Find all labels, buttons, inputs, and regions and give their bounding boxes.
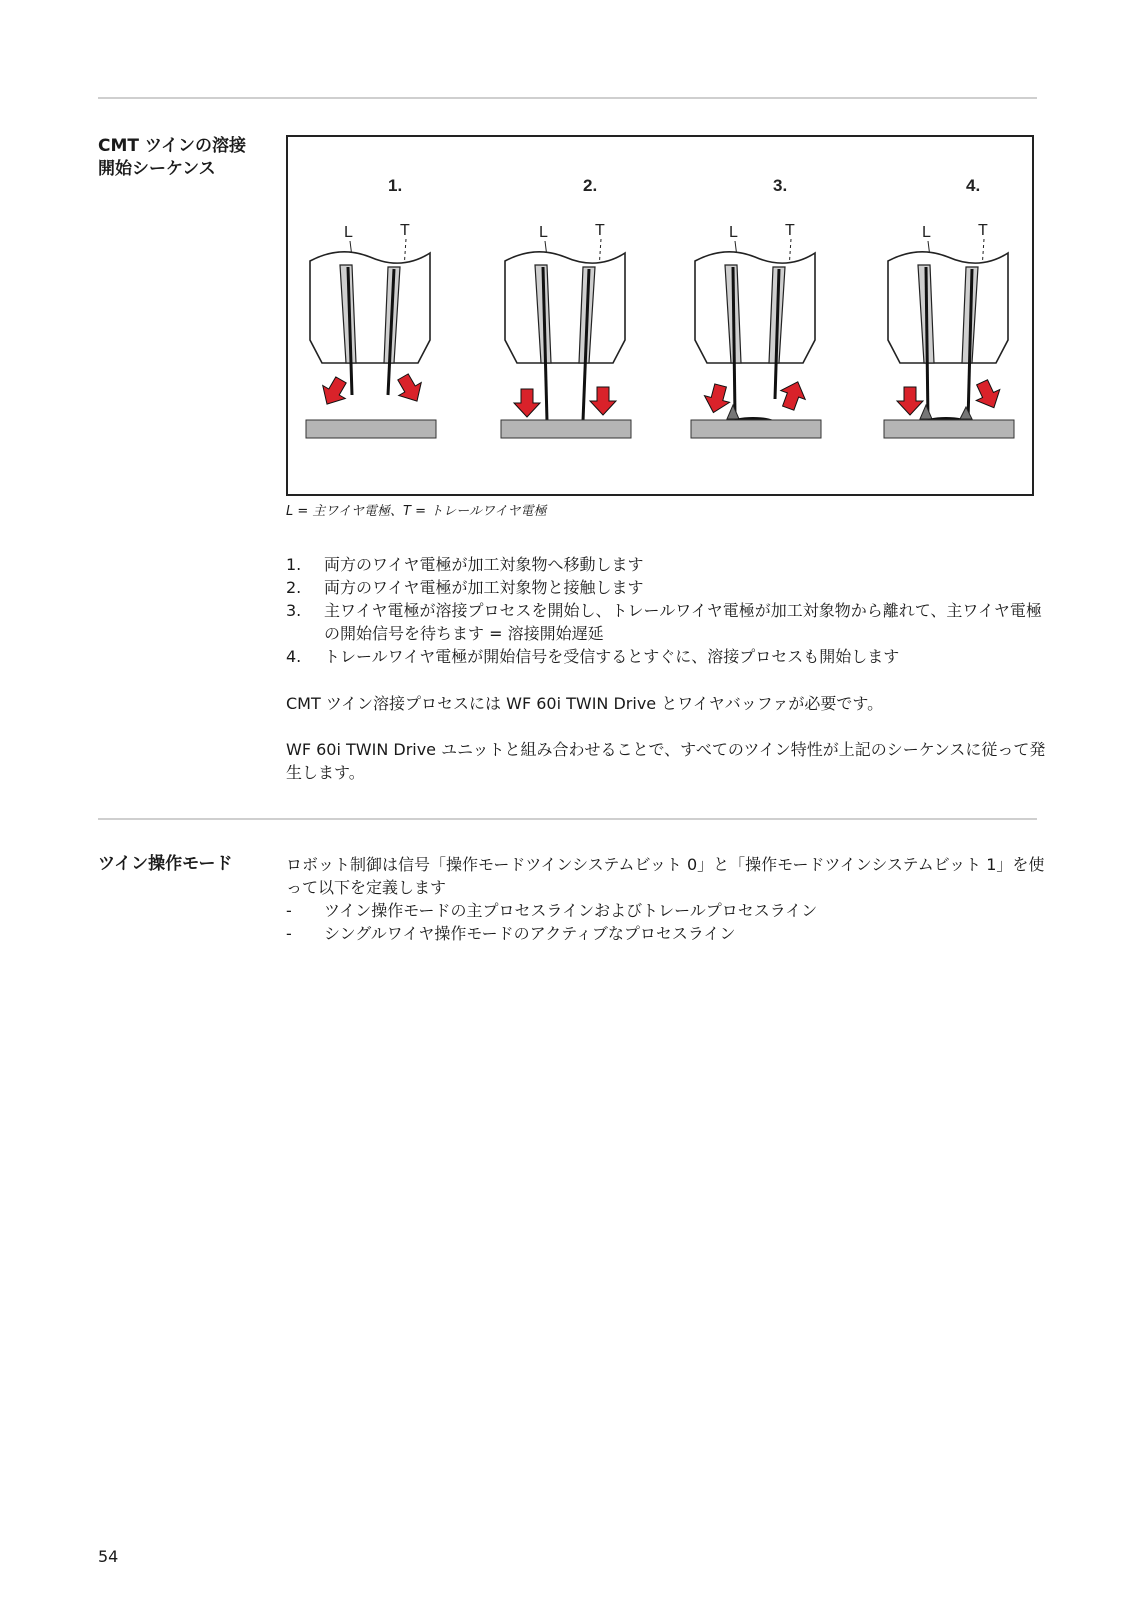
movement-arrow [897,387,923,415]
section-title-line1: CMT ツインの溶接 [98,136,247,156]
list-item [286,599,1046,645]
list-item-number: 4. [286,647,302,666]
step-panel [501,176,631,438]
movement-arrow [970,377,1005,413]
list-item-number: 3. [286,601,302,620]
movement-arrow [392,370,429,407]
list-item-number: 1. [286,555,302,574]
step-panel [306,176,436,438]
list-item-text: トレールワイヤ電極が開始信号を受信するとすぐに、溶接プロセスも開始します [324,647,900,666]
top-rule [98,97,1037,99]
arc-cone [727,405,739,419]
movement-arrow [316,373,353,410]
start-sequence-diagram [288,137,1032,494]
lead-wire-label: L [922,224,931,241]
trail-wire-label: T [785,222,795,239]
lead-wire [926,267,928,421]
paragraph-requirements: CMT ツイン溶接プロセスには WF 60i TWIN Drive とワイヤバッファが必要です。 [286,694,884,713]
twin-mode-list [286,899,1046,945]
section-title-twin-mode: ツイン操作モード [98,854,233,874]
list-item-text: 主ワイヤ電極が溶接プロセスを開始し、トレールワイヤ電極が加工対象物から離れて、主ワイヤ電極の開始信号を待ちます = 溶接開始遅延 [324,601,1042,643]
list-item-text: ツイン操作モードの主プロセスラインおよびトレールプロセスライン [324,901,818,920]
torch-nozzle [505,252,625,363]
sequence-steps-list [286,553,1046,668]
lead-wire-label: L [729,224,738,241]
list-item [286,576,1046,599]
step-number: 3. [773,176,788,195]
step-panel [884,176,1014,438]
lead-wire-label: L [344,224,353,241]
trail-wire-label: T [400,222,410,239]
section-title-line2: 開始シーケンス [98,159,216,179]
arc-cone [960,407,972,419]
step-number: 4. [966,176,981,195]
paragraph-twin-mode-intro: ロボット制御は信号「操作モードツインシステムビット 0」と「操作モードツインシステムビット 1」を使って以下を定義します [286,855,1045,897]
step-number: 2. [583,176,598,195]
list-item [286,553,1046,576]
list-item [286,645,1046,668]
figure-caption: L = 主ワイヤ電極、T = トレールワイヤ電極 [286,504,547,519]
movement-arrow [590,387,616,415]
trail-wire-label: T [978,222,988,239]
torch-nozzle [888,252,1008,363]
movement-arrow [776,377,810,412]
workpiece [884,420,1014,438]
list-item-text: 両方のワイヤ電極が加工対象物と接触します [324,578,644,597]
movement-arrow [514,389,540,417]
list-item-text: 両方のワイヤ電極が加工対象物へ移動します [324,555,644,574]
list-item-dash: - [286,924,292,943]
start-sequence-figure [286,135,1034,496]
movement-arrow [701,382,733,416]
lead-wire-label: L [539,224,548,241]
list-item [286,922,1046,945]
workpiece [691,420,821,438]
list-item-text: シングルワイヤ操作モードのアクティブなプロセスライン [324,924,736,943]
workpiece [501,420,631,438]
page-number: 54 [98,1547,119,1566]
list-item-dash: - [286,901,292,920]
torch-nozzle [695,252,815,363]
lead-wire [733,267,735,416]
section-title-start-sequence [98,135,268,181]
trail-wire-label: T [595,222,605,239]
list-item [286,899,1046,922]
step-number: 1. [388,176,403,195]
step-panel [691,176,821,438]
section-divider [98,818,1037,820]
torch-nozzle [310,252,430,363]
arc-cone [920,405,932,419]
paragraph-characteristics: WF 60i TWIN Drive ユニットと組み合わせることで、すべてのツイン特性が上記のシーケンスに従って発生します。 [286,740,1046,782]
list-item-number: 2. [286,578,302,597]
workpiece [306,420,436,438]
